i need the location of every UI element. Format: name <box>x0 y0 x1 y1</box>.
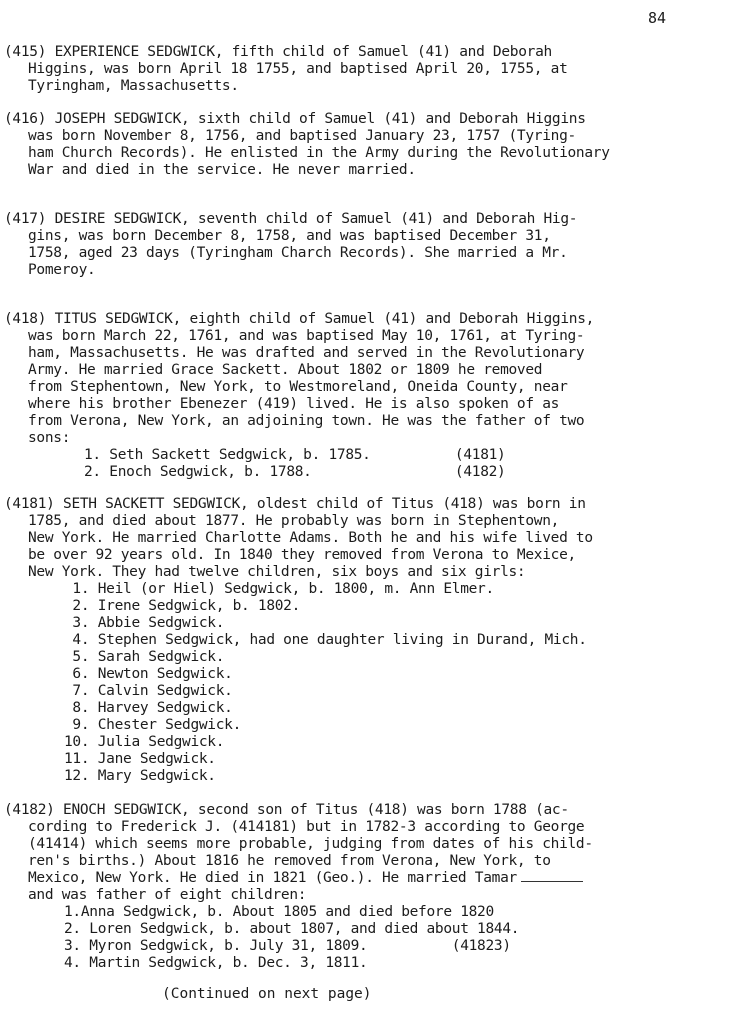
child-list-item: 1. Seth Sackett Sedgwick, b. 1785. (4181) <box>84 447 506 463</box>
entry-line: New York. They had twelve children, six boys and six girls: <box>28 564 526 580</box>
entry-line: Army. He married Grace Sackett. About 1802 or 1809 he removed <box>28 362 543 378</box>
entry-417 <box>4 211 577 279</box>
child-list-item: 8. Harvey Sedgwick. <box>64 700 233 716</box>
child-list-item: 3. Myron Sedgwick, b. July 31, 1809. (41823) <box>64 938 511 954</box>
child-list-item: 2. Irene Sedgwick, b. 1802. <box>64 598 301 614</box>
entry-line: (415) EXPERIENCE SEDGWICK, fifth child of Samuel (41) and Deborah <box>4 44 552 60</box>
child-list-item: 5. Sarah Sedgwick. <box>64 649 225 665</box>
child-list-item: 1.Anna Sedgwick, b. About 1805 and died before 1820 <box>64 904 494 920</box>
entry-line: Higgins, was born April 18 1755, and baptised April 20, 1755, at <box>28 61 568 77</box>
page-number: 84 <box>648 9 667 27</box>
entry-line: from Verona, New York, an adjoining town. He was the father of two <box>28 413 585 429</box>
entry-line: (4182) ENOCH SEDGWICK, second son of Titus (418) was born 1788 (ac- <box>4 802 569 818</box>
blank-underline <box>521 881 583 882</box>
entry-line: ham Church Records). He enlisted in the Army during the Revolutionary <box>28 145 610 161</box>
child-list-item: 2. Loren Sedgwick, b. about 1807, and died about 1844. <box>64 921 520 937</box>
entry-line: cording to Frederick J. (414181) but in 1782-3 according to George <box>28 819 585 835</box>
entry-416 <box>4 111 610 179</box>
child-list-item: 3. Abbie Sedgwick. <box>64 615 225 631</box>
child-list-item: 2. Enoch Sedgwick, b. 1788. (4182) <box>84 464 506 480</box>
entry-line: (417) DESIRE SEDGWICK, seventh child of Samuel (41) and Deborah Hig- <box>4 211 578 227</box>
entry-line: Pomeroy. <box>28 262 96 278</box>
child-list-item: 4. Martin Sedgwick, b. Dec. 3, 1811. <box>64 955 368 971</box>
entry-line: (416) JOSEPH SEDGWICK, sixth child of Samuel (41) and Deborah Higgins <box>4 111 586 127</box>
entry-line: gins, was born December 8, 1758, and was baptised December 31, <box>28 228 551 244</box>
entry-4182 <box>4 802 593 972</box>
entry-line: be over 92 years old. In 1840 they removed from Verona to Mexice, <box>28 547 576 563</box>
entry-418 <box>4 311 594 481</box>
continued-note: (Continued on next page) <box>162 986 372 1002</box>
entry-line: (41414) which seems more probable, judging from dates of his child- <box>28 836 593 852</box>
entry-line-text: Mexico, New York. He died in 1821 (Geo.). He married Tamar <box>28 870 517 886</box>
child-list-item: 7. Calvin Sedgwick. <box>64 683 233 699</box>
entry-line: from Stephentown, New York, to Westmoreland, Oneida County, near <box>28 379 568 395</box>
entry-line: (4181) SETH SACKETT SEDGWICK, oldest child of Titus (418) was born in <box>4 496 586 512</box>
entry-line: and was father of eight children: <box>28 887 307 903</box>
child-list-item: 1. Heil (or Hiel) Sedgwick, b. 1800, m. Ann Elmer. <box>64 581 494 597</box>
entry-line: ren's births.) About 1816 he removed from Verona, New York, to <box>28 853 551 869</box>
entry-4181 <box>4 496 593 785</box>
child-list-item: 4. Stephen Sedgwick, had one daughter living in Durand, Mich. <box>64 632 587 648</box>
entry-line: where his brother Ebenezer (419) lived. He is also spoken of as <box>28 396 560 412</box>
entry-line: War and died in the service. He never married. <box>28 162 416 178</box>
child-list-item: 9. Chester Sedgwick. <box>64 717 242 733</box>
entry-line: Tyringham, Massachusetts. <box>28 78 239 94</box>
entry-line: (418) TITUS SEDGWICK, eighth child of Samuel (41) and Deborah Higgins, <box>4 311 595 327</box>
entry-line: was born November 8, 1756, and baptised January 23, 1757 (Tyring- <box>28 128 576 144</box>
entry-line: was born March 22, 1761, and was baptised May 10, 1761, at Tyring- <box>28 328 585 344</box>
entry-line: 1785, and died about 1877. He probably was born in Stephentown, <box>28 513 560 529</box>
entry-line: New York. He married Charlotte Adams. Both he and his wife lived to <box>28 530 593 546</box>
entry-line: sons: <box>28 430 71 446</box>
child-list-item: 11. Jane Sedgwick. <box>64 751 216 767</box>
child-list-item: 10. Julia Sedgwick. <box>64 734 225 750</box>
entry-line: 1758, aged 23 days (Tyringham Charch Records). She married a Mr. <box>28 245 568 261</box>
child-list-item: 12. Mary Sedgwick. <box>64 768 216 784</box>
entry-415 <box>4 44 568 95</box>
entry-line: ham, Massachusetts. He was drafted and served in the Revolutionary <box>28 345 585 361</box>
child-list-item: 6. Newton Sedgwick. <box>64 666 233 682</box>
entry-line <box>4 870 593 887</box>
